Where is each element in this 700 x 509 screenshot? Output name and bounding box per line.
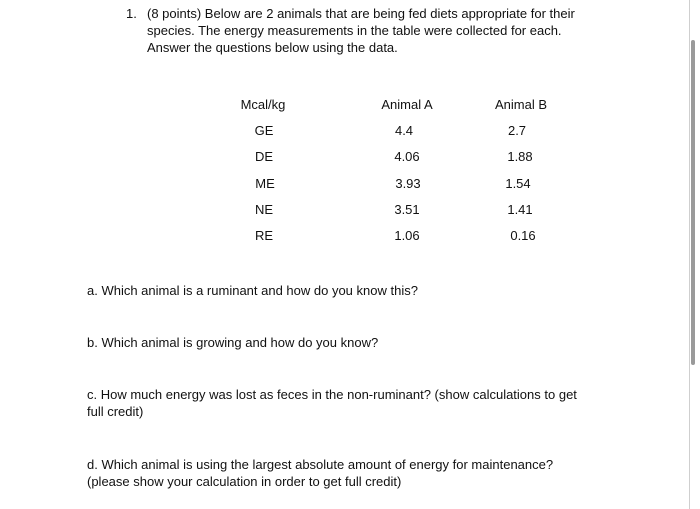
table-cell: 2.7 — [507, 123, 527, 138]
vertical-scrollbar[interactable] — [691, 40, 695, 365]
question-1-intro — [126, 5, 606, 56]
question-text: (8 points) Below are 2 animals that are being fed diets appropriate for their species. The energy measurements in the table were collected for each. Answer the questions below using the data. — [147, 6, 575, 55]
question-a: a. Which animal is a ruminant and how do you know this? — [87, 283, 418, 298]
question-d: d. Which animal is using the largest absolute amount of energy for maintenance? (please show your calculation in order to get full credit) — [87, 457, 554, 489]
table-header: Mcal/kg — [240, 97, 286, 112]
table-cell: 4.06 — [394, 149, 420, 164]
question-c: c. How much energy was lost as feces in the non-ruminant? (show calculations to get full credit) — [87, 387, 577, 419]
table-cell: 3.93 — [395, 176, 421, 191]
question-b: b. Which animal is growing and how do you know? — [87, 335, 379, 350]
table-cell: 3.51 — [394, 202, 420, 217]
table-cell: 1.06 — [394, 228, 420, 243]
table-cell: 1.54 — [505, 176, 531, 191]
table-cell: 4.4 — [394, 123, 414, 138]
table-cell: DE — [254, 149, 274, 164]
table-cell: 0.16 — [510, 228, 536, 243]
table-cell: NE — [254, 202, 274, 217]
table-cell: GE — [254, 123, 274, 138]
table-cell: 1.41 — [507, 202, 533, 217]
table-cell: ME — [255, 176, 275, 191]
table-header: Animal B — [494, 97, 548, 112]
question-number: 1. — [126, 6, 137, 21]
table-header: Animal A — [381, 97, 433, 112]
table-cell: 1.88 — [507, 149, 533, 164]
table-cell: RE — [254, 228, 274, 243]
